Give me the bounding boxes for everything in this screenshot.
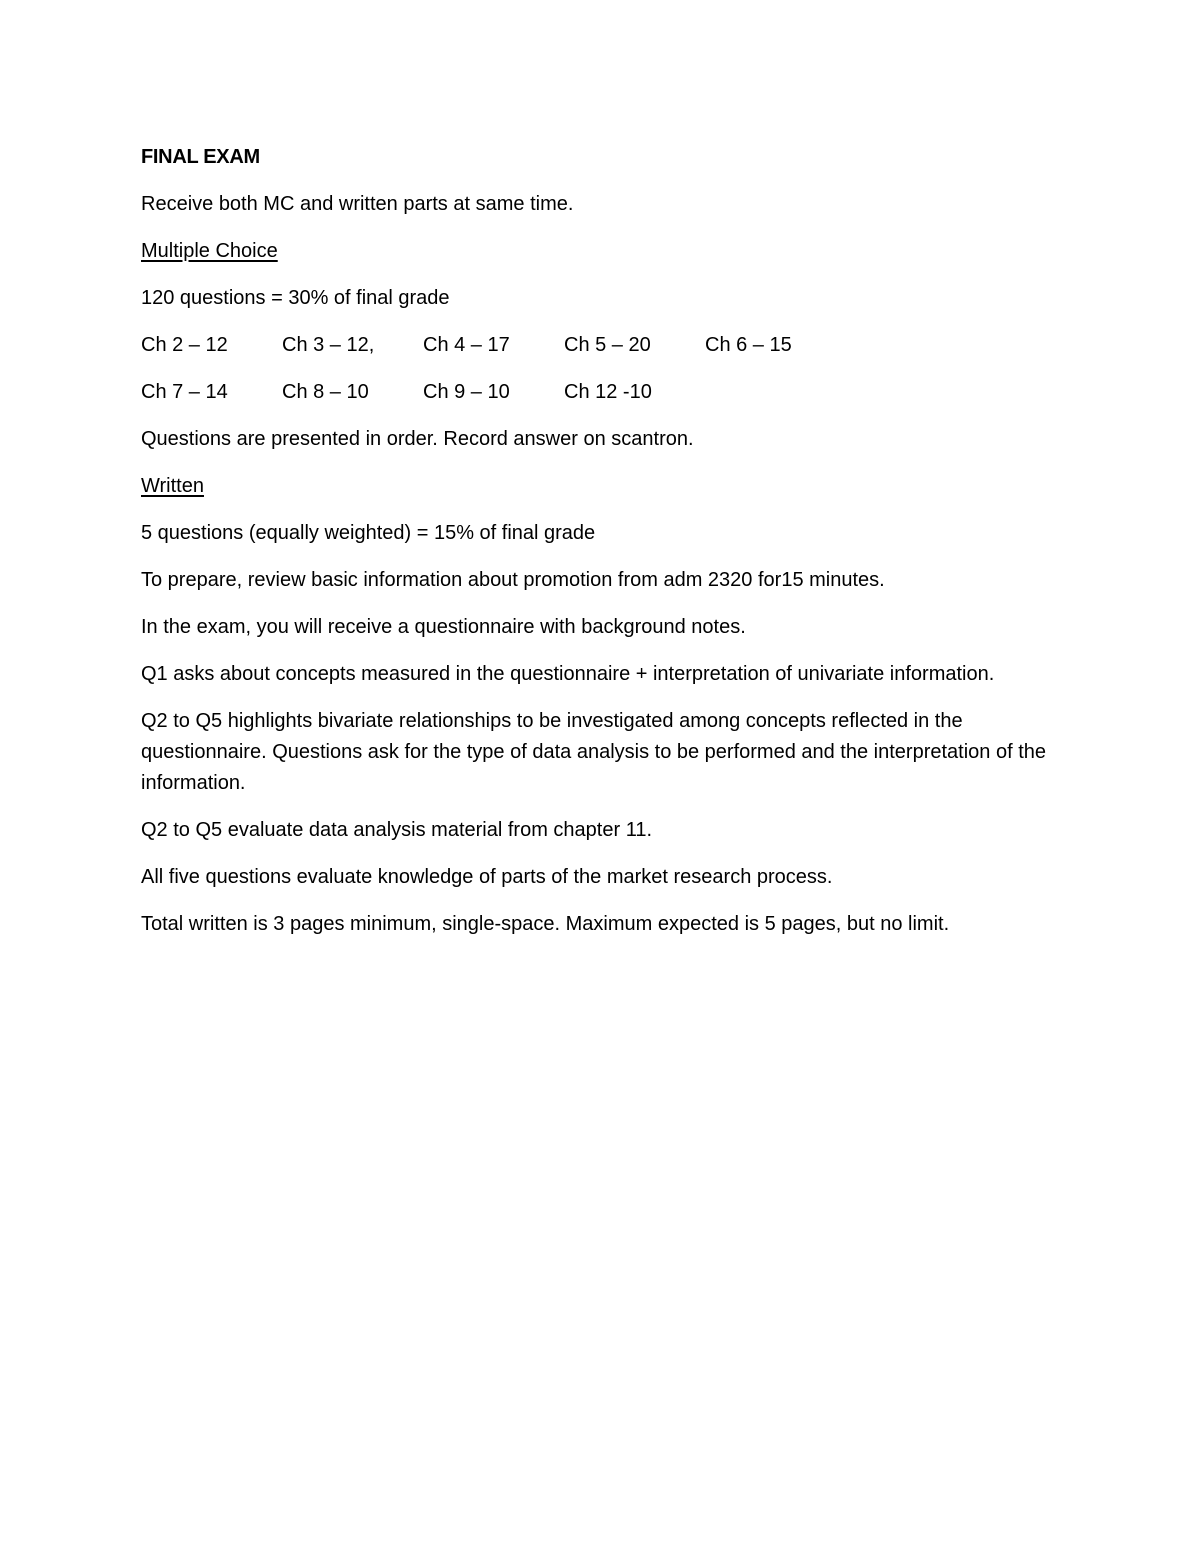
chapter-count: Ch 2 – 12 xyxy=(141,334,228,356)
document-title: FINAL EXAM xyxy=(141,146,260,168)
chapter-count: Ch 9 – 10 xyxy=(423,381,510,403)
written-heading: Written xyxy=(141,475,204,497)
chapter-count: Ch 4 – 17 xyxy=(423,334,510,356)
written-paragraph: All five questions evaluate knowledge of parts of the market research process. xyxy=(141,866,833,888)
chapter-count: Ch 5 – 20 xyxy=(564,334,651,356)
written-paragraph: In the exam, you will receive a questionnaire with background notes. xyxy=(141,616,746,638)
chapter-row-2 xyxy=(141,377,1051,408)
document-body xyxy=(141,142,1051,956)
written-paragraph: Q2 to Q5 evaluate data analysis material from chapter 11. xyxy=(141,819,653,841)
chapter-count: Ch 12 -10 xyxy=(564,381,652,403)
multiple-choice-heading: Multiple Choice xyxy=(141,240,278,262)
written-paragraph: Q1 asks about concepts measured in the questionnaire + interpretation of univariate information. xyxy=(141,663,995,685)
chapter-count: Ch 7 – 14 xyxy=(141,381,228,403)
chapter-row-1 xyxy=(141,330,1051,361)
chapter-count: Ch 3 – 12, xyxy=(282,334,375,356)
written-paragraph: Q2 to Q5 highlights bivariate relationships to be investigated among concepts reflected in the questionnaire. Questions ask for the type of data analysis to be performed and the interpretation of the information. xyxy=(141,710,1046,794)
multiple-choice-summary: 120 questions = 30% of final grade xyxy=(141,287,450,309)
written-paragraph: To prepare, review basic information about promotion from adm 2320 for15 minutes. xyxy=(141,569,885,591)
chapter-count: Ch 6 – 15 xyxy=(705,334,792,356)
written-paragraph: Total written is 3 pages minimum, single-space. Maximum expected is 5 pages, but no limit. xyxy=(141,913,950,935)
intro-text: Receive both MC and written parts at same time. xyxy=(141,193,574,215)
chapter-count: Ch 8 – 10 xyxy=(282,381,369,403)
written-paragraph: 5 questions (equally weighted) = 15% of final grade xyxy=(141,522,596,544)
multiple-choice-note: Questions are presented in order. Record answer on scantron. xyxy=(141,428,694,450)
